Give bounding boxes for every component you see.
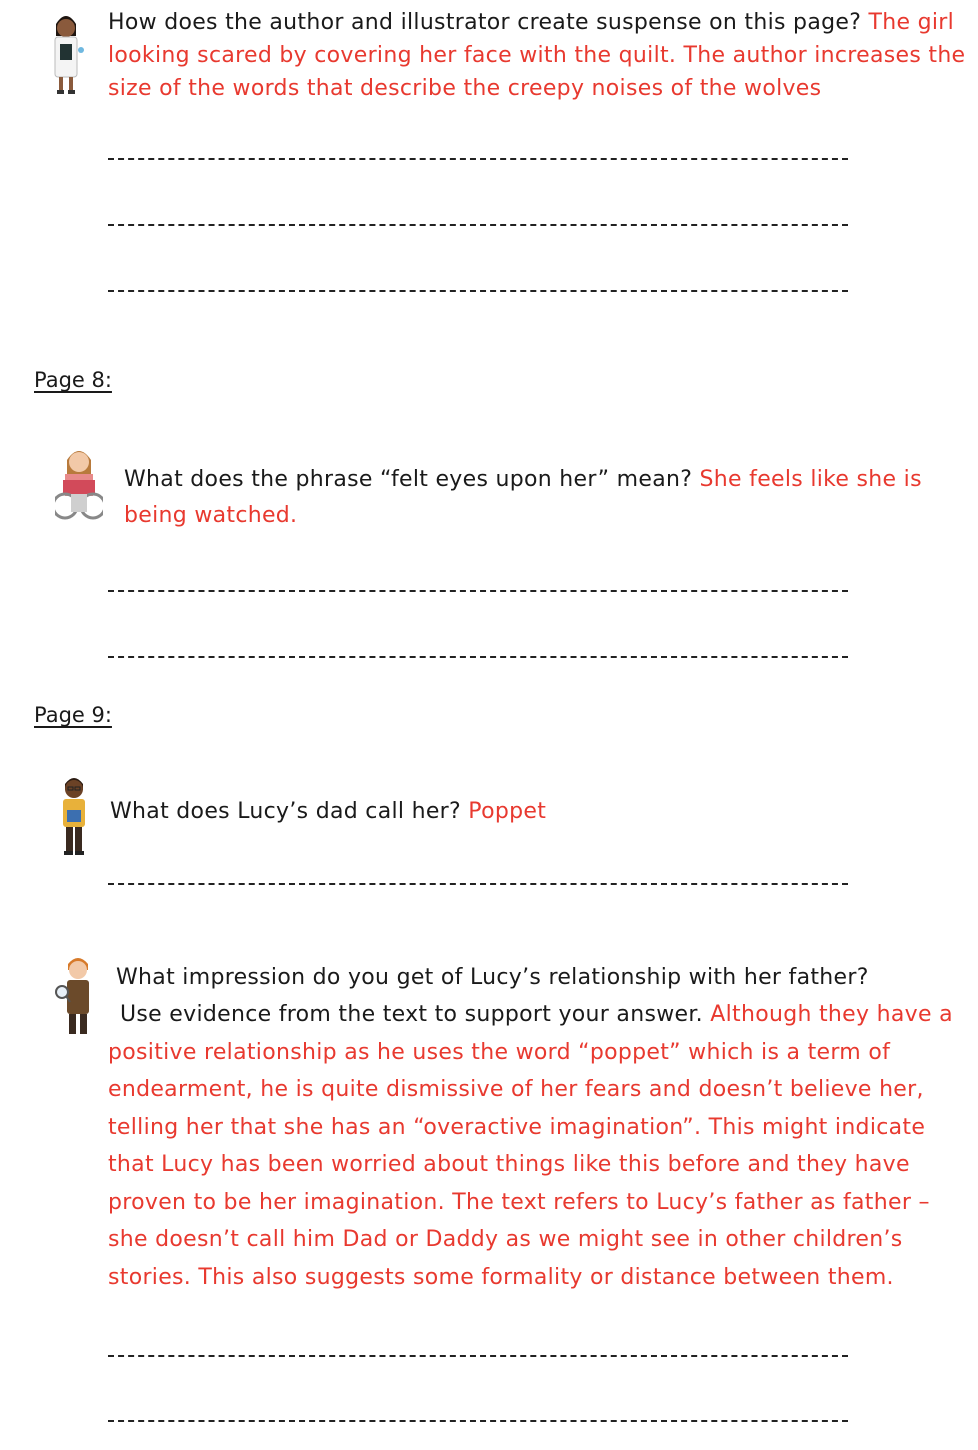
answer-line[interactable] <box>108 590 848 592</box>
answer-line[interactable] <box>108 158 848 160</box>
answer-text: She feels like she is being watched. <box>124 467 922 528</box>
question-text: How does the author and illustrator create suspense on this page? <box>108 10 862 35</box>
wheelchair-reader-icon <box>55 444 103 528</box>
answer-line[interactable] <box>108 1420 848 1422</box>
question-felt-eyes <box>124 462 944 534</box>
question-text-line1: What impression do you get of Lucy’s relationship with her father? <box>116 965 869 990</box>
question-text-line2: Use evidence from the text to support your answer. <box>120 1002 703 1027</box>
question-suspense <box>108 6 966 105</box>
answer-line[interactable] <box>108 224 848 226</box>
answer-text: Although they have a positive relationship as he uses the word “poppet” which is a term of endearment, he is quite dismissive of her fears and doesn’t believe her, telling her that she has an “overactive imagination”. This might indicate that Lucy has been worried about things like this before and they have proven to be her imagination. The text refers to Lucy’s father as father – she doesn’t call him Dad or Daddy as we might see in other children’s stories. This also suggests some formality or distance between them. <box>108 1002 953 1290</box>
scientist-girl-icon <box>48 10 84 102</box>
question-text: What does the phrase “felt eyes upon her” mean? <box>124 467 693 492</box>
answer-line[interactable] <box>108 1355 848 1357</box>
question-relationship <box>116 959 956 996</box>
page-heading: Page 9: <box>34 703 112 727</box>
answer-line[interactable] <box>108 656 848 658</box>
answer-line[interactable] <box>108 883 848 885</box>
answer-text: The girl looking scared by covering her face with the quilt. The author increases the size of the words that describe the creepy noises of the wolves <box>108 10 966 101</box>
detective-icon <box>52 952 100 1044</box>
question-relationship-body <box>108 996 956 1296</box>
answer-line[interactable] <box>108 290 848 292</box>
page-heading: Page 8: <box>34 368 112 392</box>
question-text: What does Lucy’s dad call her? <box>110 799 461 824</box>
question-dad-call <box>110 795 950 828</box>
answer-text: Poppet <box>468 799 547 824</box>
boy-with-book-icon <box>56 772 92 864</box>
